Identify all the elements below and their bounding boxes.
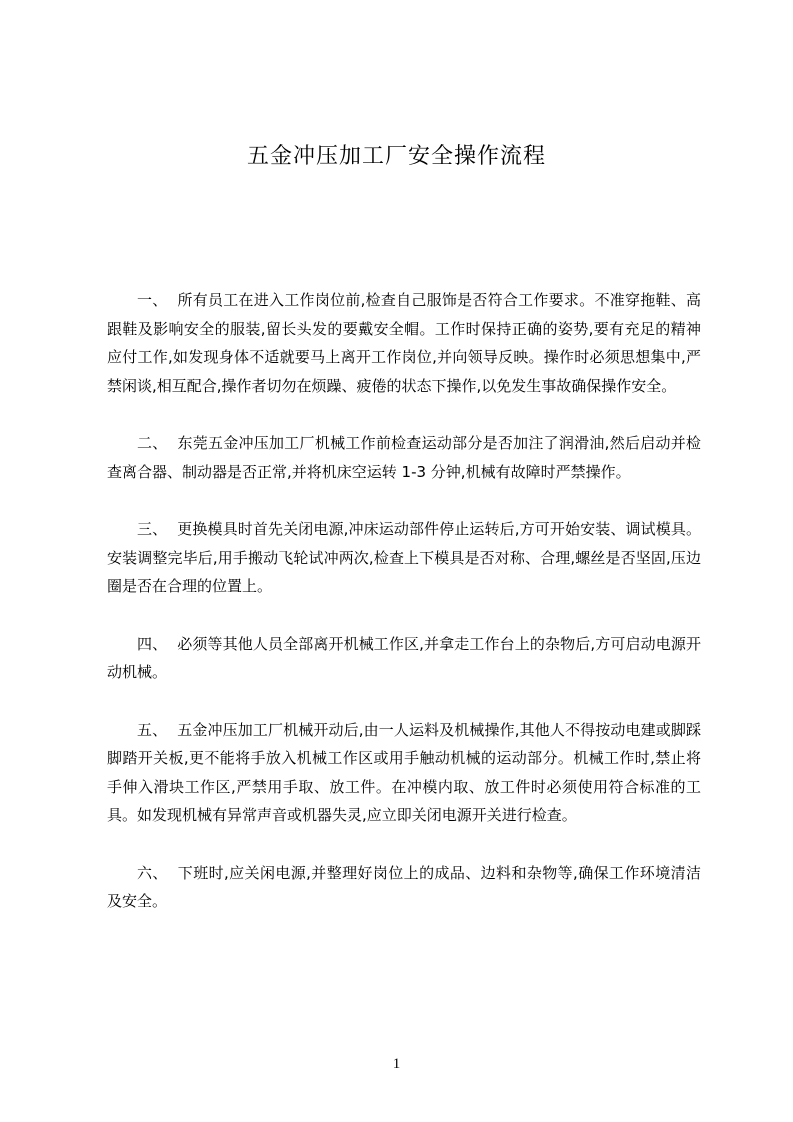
paragraph-text: 下班时,应关闲电源,并整理好岗位上的成品、边料和杂物等,确保工作环境清洁及安全。 xyxy=(107,863,701,910)
paragraph-text: 必须等其他人员全部离开机械工作区,并拿走工作台上的杂物后,方可启动电源开动机械。 xyxy=(107,634,701,681)
paragraph-number: 五、 xyxy=(137,720,168,739)
paragraph-text: 所有员工在进入工作岗位前,检查自己服饰是否符合工作要求。不准穿拖鞋、高跟鞋及影响安全的服装,留长头发的要戴安全帽。工作时保持正确的姿势,要有充足的精神应付工作,如发现身体不适就要马上离开工作岗位,并向领导反映。操作时必须思想集中,严禁闲谈,相互配合,操作者切勿在烦躁、疲倦的状态下操作,以免发生事故确保操作安全。 xyxy=(107,291,701,395)
page-number: 1 xyxy=(392,1056,401,1072)
paragraph-number: 四、 xyxy=(137,634,168,653)
paragraph-text: 东莞五金冲压加工厂机械工作前检查运动部分是否加注了润滑油,然后启动并检查离合器、制动器是否正常,并将机床空运转 1-3 分钟,机械有故障时严禁操作。 xyxy=(107,434,701,481)
paragraph-text: 更换模具时首先关闭电源,冲床运动部件停止运转后,方可开始安装、调试模具。安装调整完毕后,用手搬动飞轮试冲两次,检查上下模具是否对称、合理,螺丝是否坚固,压边圈是否在合理的位置上。 xyxy=(107,520,701,595)
paragraph-1 xyxy=(107,286,701,400)
paragraph-6 xyxy=(107,859,701,916)
document-body xyxy=(107,286,701,945)
paragraph-number: 一、 xyxy=(137,291,168,309)
paragraph-2 xyxy=(107,429,701,486)
paragraph-number: 六、 xyxy=(137,863,168,882)
paragraph-3 xyxy=(107,515,701,601)
paragraph-5 xyxy=(107,716,701,830)
paragraph-text: 五金冲压加工厂机械开动后,由一人运料及机械操作,其他人不得按动电建或脚踩脚踏开关板,更不能将手放入机械工作区或用手触动机械的运动部分。机械工作时,禁止将手伸入滑块工作区,严禁用手取、放工件。在冲模内取、放工件时必须使用符合标准的工具。如发现机械有异常声音或机器失灵,应立即关闭电源开关进行检查。 xyxy=(107,720,701,824)
document-title: 五金冲压加工厂安全操作流程 xyxy=(246,144,546,169)
paragraph-number: 二、 xyxy=(137,434,168,452)
paragraph-number: 三、 xyxy=(137,520,168,538)
paragraph-4 xyxy=(107,630,701,687)
